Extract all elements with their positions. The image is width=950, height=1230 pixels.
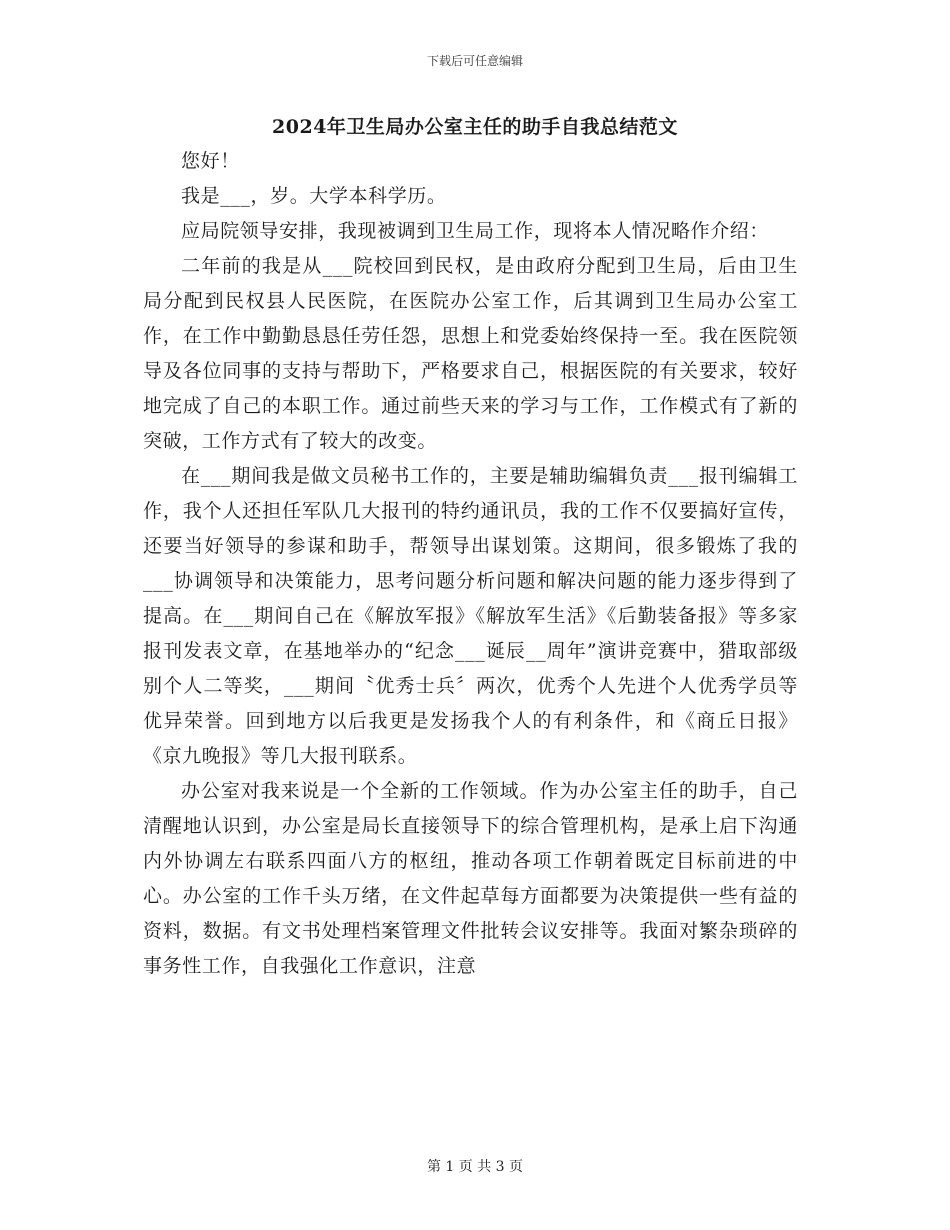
paragraph-experience: 在___期间我是做文员秘书工作的，主要是辅助编辑负责___报刊编辑工作，我个人还担任军队几大报刊的特约通讯员，我的工作不仅要搞好宣传，还要当好领导的参谋和助手，帮领导出谋划策。这期间，很多锻炼了我的___协调领导和决策能力，思考问题分析问题和解决问题的能力逐步得到了提高。在___期间自己在《解放军报》《解放军生活》《后勤装备报》等多家报刊发表文章，在基地举办的“纪念___诞辰__周年”演讲竞赛中，猎取部级别个人二等奖，___期间〝优秀士兵〞两次，优秀个人先进个人优秀学员等优异荣誉。回到地方以后我更是发扬我个人的有利条件，和《商丘日报》《京九晚报》等几大报刊联系。 — [143, 465, 798, 767]
document-title: 2024年卫生局办公室主任的助手自我总结范文 — [272, 116, 678, 138]
document-body — [143, 144, 798, 984]
paragraph-intro: 我是___，岁。大学本科学历。 — [181, 185, 447, 207]
paragraph-greeting: 您好！ — [181, 150, 240, 172]
page-header-note: 下载后可任意编辑 — [426, 54, 523, 68]
paragraph-office-role: 办公室对我来说是一个全新的工作领域。作为办公室主任的助手，自己清醒地认识到，办公室是局长直接领导下的综合管理机构，是承上启下沟通内外协调左右联系四面八方的枢纽，推动各项工作朝着既定目标前进的中心。办公室的工作千头万绪，在文件起草每方面都要为决策提供一些有益的资料，数据。有文书处理档案管理文件批转会议安排等。我面对繁杂琐碎的事务性工作，自我强化工作意识，注意 — [143, 780, 798, 977]
paragraph-background: 二年前的我是从___院校回到民权，是由政府分配到卫生局，后由卫生局分配到民权县人民医院，在医院办公室工作，后其调到卫生局办公室工作，在工作中勤勤恳恳任劳任怨，思想上和党委始终保持一至。我在医院领导及各位同事的支持与帮助下，严格要求自己，根据医院的有关要求，较好地完成了自己的本职工作。通过前些天来的学习与工作，工作模式有了新的突破，工作方式有了较大的改变。 — [143, 255, 798, 452]
page-number: 第 1 页 共 3 页 — [426, 1159, 524, 1175]
paragraph-assignment: 应局院领导安排，我现被调到卫生局工作，现将本人情况略作介绍： — [181, 220, 770, 242]
